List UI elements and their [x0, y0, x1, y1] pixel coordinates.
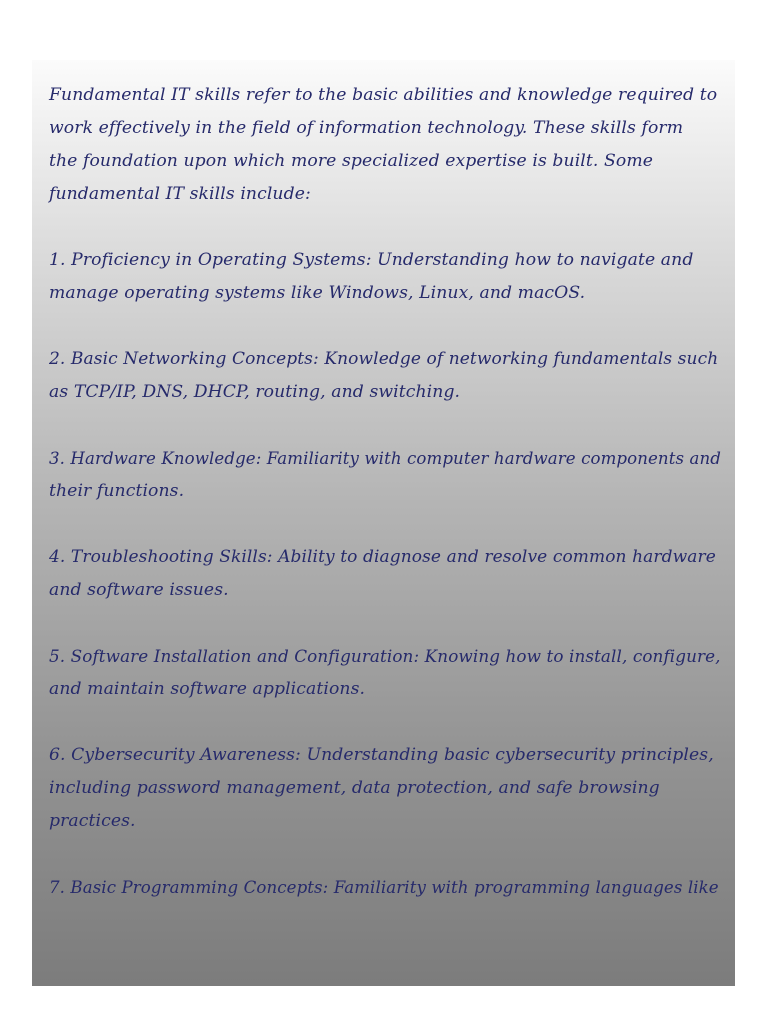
list-item-operating-systems — [49, 244, 721, 310]
text-line: and maintain software applications. — [49, 679, 366, 699]
text-line: practices. — [49, 811, 136, 831]
text-line: 5. Software Installation and Configuration: Knowing how to install, configure, — [49, 646, 721, 666]
list-item-cybersecurity — [49, 739, 721, 838]
list-item-programming — [49, 871, 721, 904]
text-line: and software issues. — [49, 580, 229, 600]
text-line: 2. Basic Networking Concepts: Knowledge of networking fundamentals such — [49, 349, 719, 369]
text-line: 4. Troubleshooting Skills: Ability to diagnose and resolve common hardware — [49, 547, 716, 567]
list-item-networking — [49, 343, 721, 409]
text-line: 1. Proficiency in Operating Systems: Understanding how to navigate and — [49, 250, 694, 270]
handwritten-text-body — [49, 79, 721, 937]
text-line: as TCP/IP, DNS, DHCP, routing, and switching. — [49, 382, 461, 402]
text-line: 6. Cybersecurity Awareness: Understanding basic cybersecurity principles, — [49, 745, 714, 765]
intro-paragraph — [49, 79, 721, 211]
text-line: their functions. — [49, 481, 185, 501]
text-line: 3. Hardware Knowledge: Familiarity with computer hardware components and — [49, 449, 721, 468]
text-line: work effectively in the field of information technology. These skills form — [49, 118, 684, 138]
text-line: fundamental IT skills include: — [49, 184, 311, 204]
list-item-hardware — [49, 442, 721, 508]
list-item-troubleshooting — [49, 541, 721, 607]
document-page — [32, 60, 735, 986]
text-line: including password management, data protection, and safe browsing — [49, 778, 660, 798]
text-line: manage operating systems like Windows, Linux, and macOS. — [49, 283, 586, 303]
text-line: Fundamental IT skills refer to the basic abilities and knowledge required to — [49, 85, 718, 105]
text-line: 7. Basic Programming Concepts: Familiarity with programming languages like — [49, 878, 719, 897]
text-line: the foundation upon which more specialized expertise is built. Some — [49, 151, 654, 171]
list-item-software-installation — [49, 640, 721, 706]
